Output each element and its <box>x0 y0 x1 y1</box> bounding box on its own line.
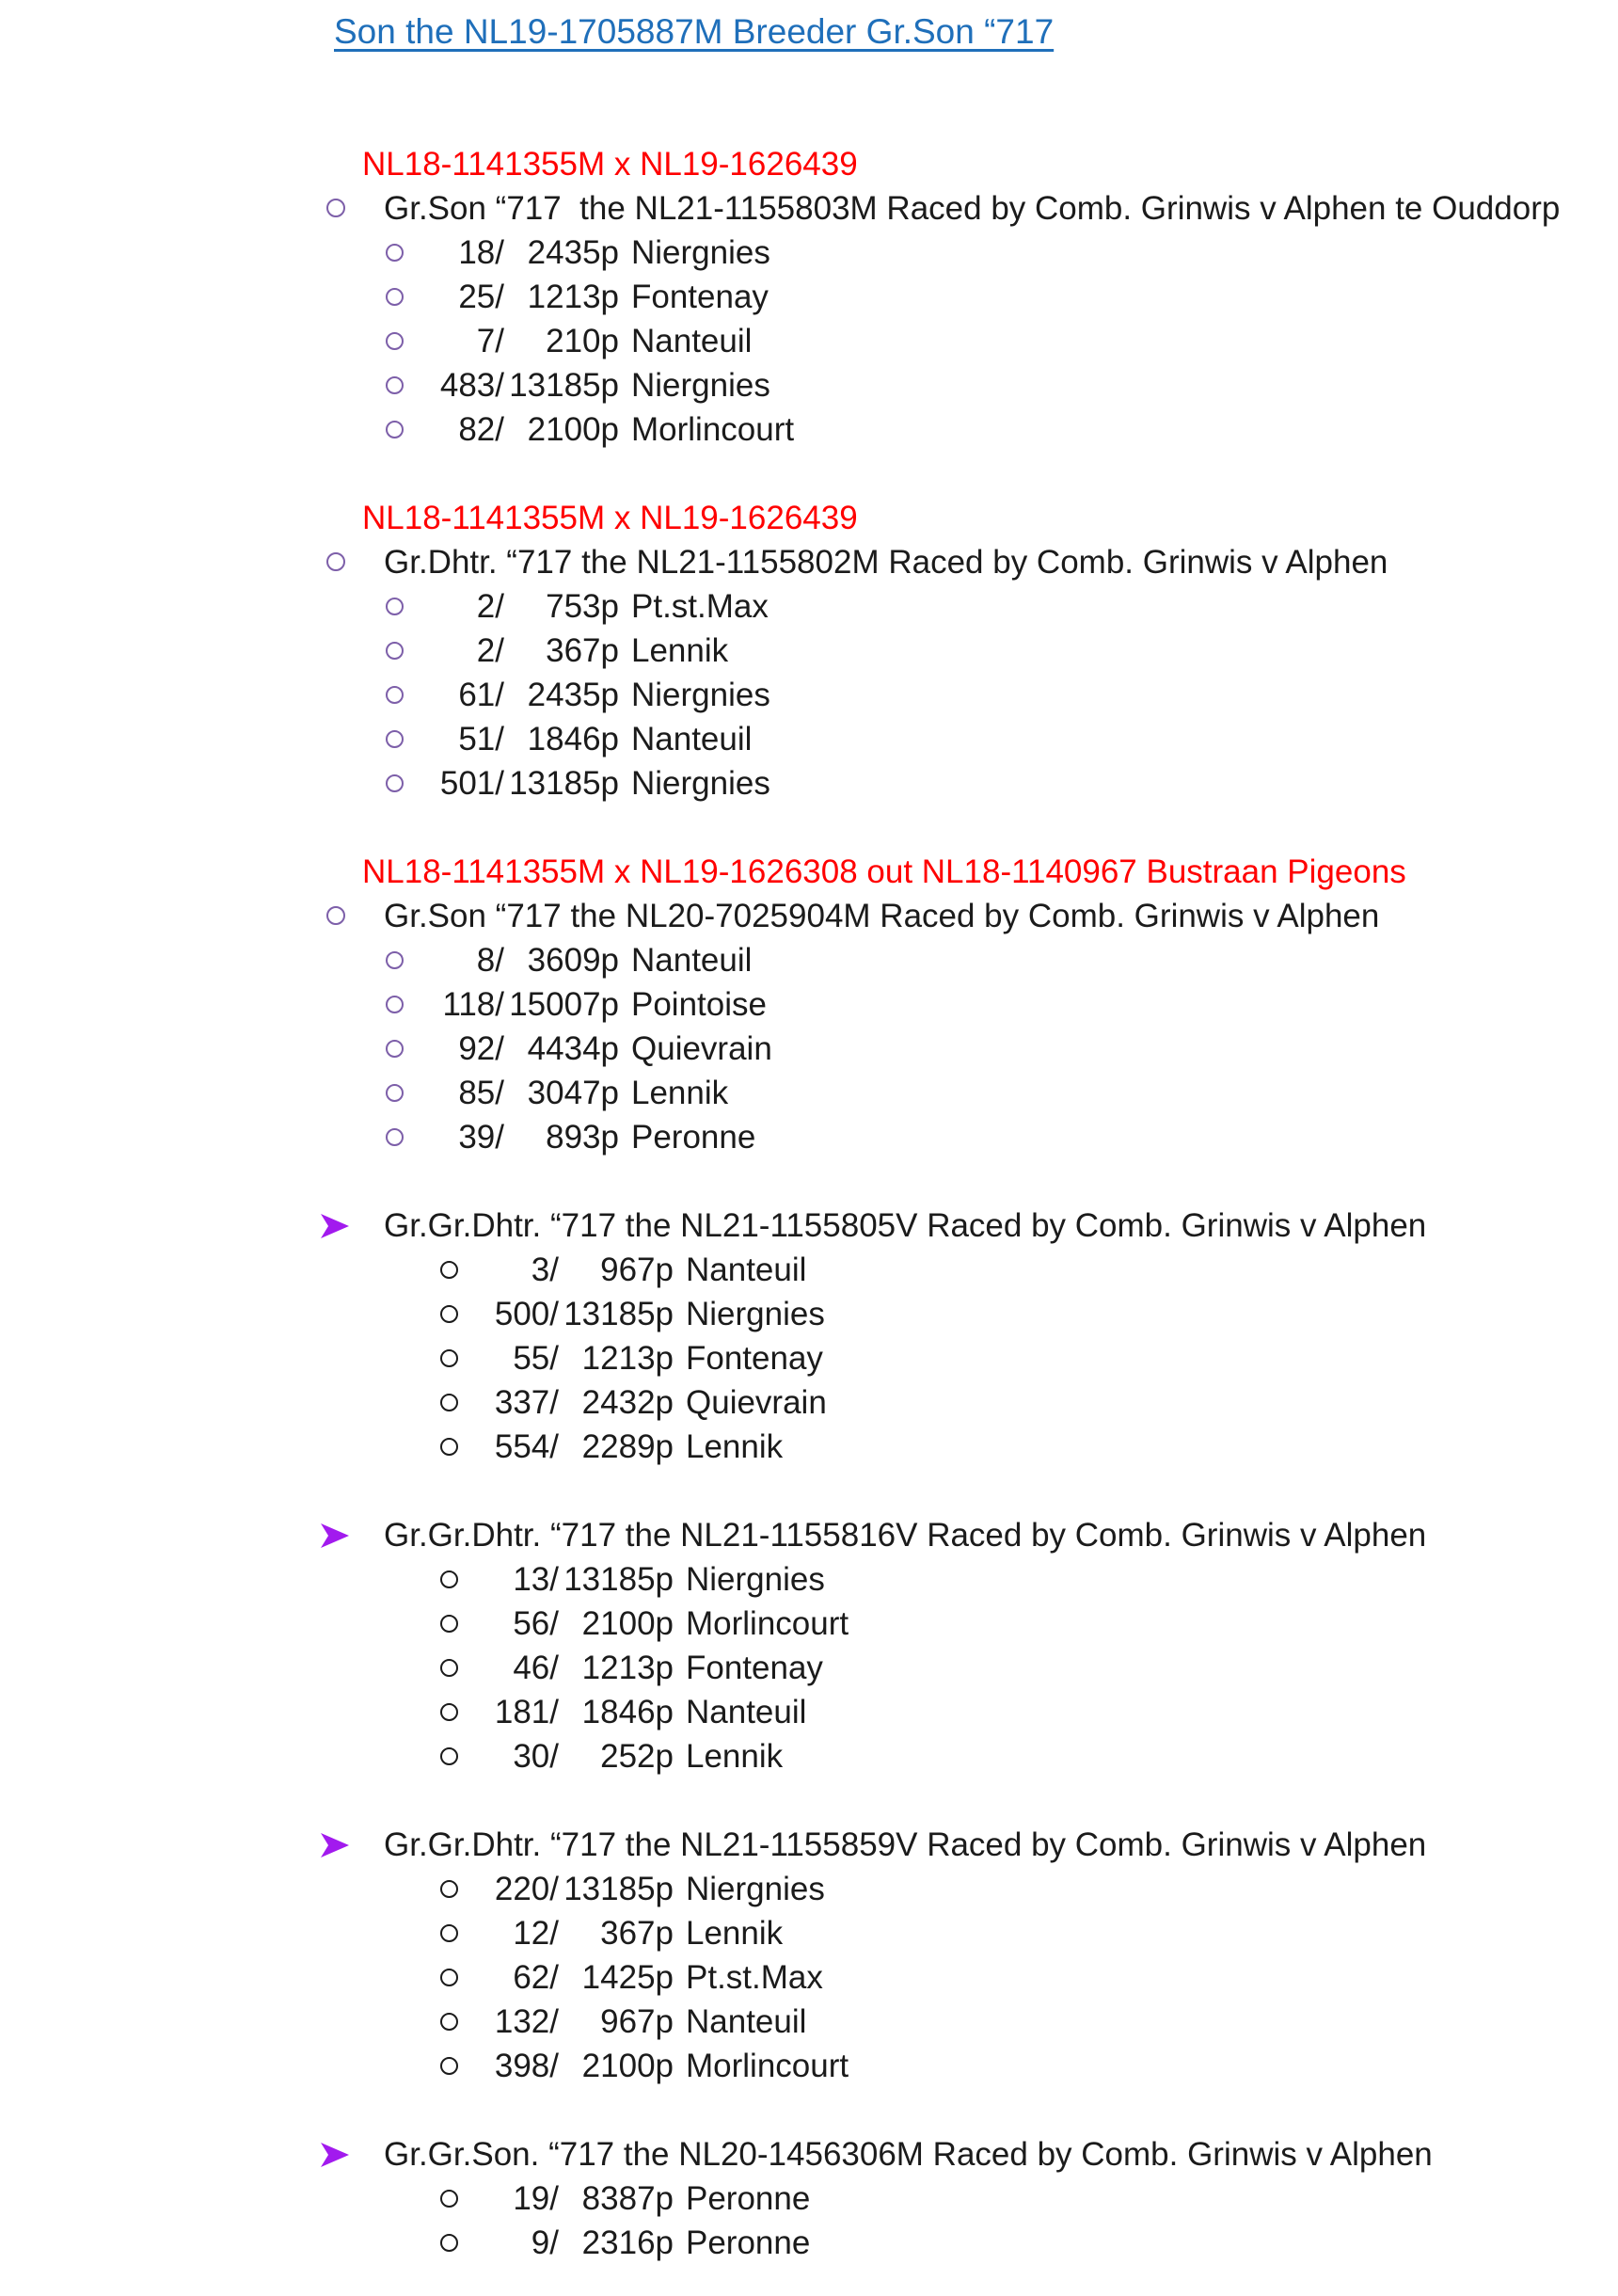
race-pool: 2435p <box>527 677 619 713</box>
circle-bullet-icon <box>386 244 404 262</box>
race-pool: 367p <box>546 632 619 669</box>
race-pool: 1846p <box>581 1694 674 1730</box>
circle-bullet-icon <box>386 288 404 306</box>
race-result-row <box>0 717 1618 761</box>
race-place: Quievrain <box>686 1384 827 1421</box>
pigeon-line <box>0 894 1618 938</box>
race-place: Fontenay <box>686 1340 823 1377</box>
race-rank: 132/ <box>494 2003 559 2040</box>
race-result-row <box>0 1911 1618 1955</box>
race-place: Nanteuil <box>631 323 753 359</box>
race-result-row <box>0 275 1618 319</box>
race-result-row <box>0 363 1618 407</box>
race-place: Pointoise <box>631 986 767 1023</box>
race-rank: 85/ <box>458 1075 504 1111</box>
race-rank: 61/ <box>458 677 504 713</box>
race-place: Fontenay <box>631 279 769 315</box>
pigeon-line <box>0 186 1618 231</box>
race-rank: 181/ <box>494 1694 559 1730</box>
race-pool: 967p <box>600 2003 674 2040</box>
circle-bullet-icon <box>440 1880 458 1898</box>
race-pool: 2435p <box>527 234 619 271</box>
pedigree-section <box>0 1823 1618 2088</box>
circle-bullet-icon <box>440 1924 458 1942</box>
race-result-row <box>0 1425 1618 1469</box>
circle-bullet-icon <box>386 1040 404 1058</box>
race-rank: 500/ <box>494 1296 559 1332</box>
race-pool: 1213p <box>581 1340 674 1377</box>
race-place: Nanteuil <box>631 942 753 979</box>
race-rank: 483/ <box>439 367 504 404</box>
race-place: Nanteuil <box>686 1694 807 1730</box>
race-result-row <box>0 1248 1618 1292</box>
race-results-list <box>0 1867 1618 2088</box>
pigeon-line <box>0 1513 1618 1557</box>
race-place: Niergnies <box>686 1561 825 1598</box>
race-rank: 501/ <box>439 765 504 802</box>
race-result-row <box>0 1336 1618 1380</box>
pigeon-line <box>0 2132 1618 2176</box>
race-result-row <box>0 1602 1618 1646</box>
circle-bullet-icon <box>440 1747 458 1765</box>
race-place: Niergnies <box>631 234 770 271</box>
race-result-row <box>0 584 1618 629</box>
race-result-row <box>0 761 1618 805</box>
race-pool: 1213p <box>527 279 619 315</box>
arrow-bullet-icon <box>320 1832 350 1858</box>
race-place: Peronne <box>686 2180 811 2217</box>
circle-bullet-icon <box>386 774 404 792</box>
race-results-list <box>0 1248 1618 1469</box>
race-result-row <box>0 2044 1618 2088</box>
race-pool: 893p <box>546 1119 619 1156</box>
pedigree-section <box>0 1204 1618 1469</box>
circle-bullet-icon <box>440 2234 458 2252</box>
race-pool: 753p <box>546 588 619 625</box>
circle-bullet-icon <box>440 1659 458 1677</box>
race-pool: 1425p <box>581 1959 674 1996</box>
race-pool: 210p <box>546 323 619 359</box>
race-pool: 967p <box>600 1252 674 1288</box>
race-result-row <box>0 982 1618 1027</box>
circle-bullet-icon <box>386 686 404 704</box>
race-pool: 13185p <box>563 1871 674 1907</box>
race-pool: 2289p <box>581 1428 674 1465</box>
page-title: Son the NL19-1705887M Breeder Gr.Son “717 <box>334 12 1055 51</box>
race-rank: 337/ <box>494 1384 559 1421</box>
race-result-row <box>0 1955 1618 2000</box>
circle-bullet-icon <box>440 2057 458 2075</box>
race-rank: 2/ <box>476 632 504 669</box>
pigeon-line <box>0 1823 1618 1867</box>
race-result-row <box>0 673 1618 717</box>
circle-bullet-icon <box>386 730 404 748</box>
pigeon-line <box>0 1204 1618 1248</box>
race-pool: 1213p <box>581 1650 674 1686</box>
race-place: Lennik <box>686 1428 784 1465</box>
circle-bullet-icon <box>386 421 404 438</box>
pigeon-description: Gr.Dhtr. “717 the NL21-1155802M Raced by Comb. Grinwis v Alphen <box>384 544 1388 581</box>
arrow-bullet-icon <box>320 1213 350 1239</box>
race-pool: 2100p <box>581 1605 674 1642</box>
race-rank: 82/ <box>458 411 504 448</box>
race-result-row <box>0 1380 1618 1425</box>
race-result-row <box>0 1071 1618 1115</box>
race-result-row <box>0 1027 1618 1071</box>
race-pool: 252p <box>600 1738 674 1775</box>
race-place: Lennik <box>631 1075 729 1111</box>
pedigree-section <box>0 2132 1618 2265</box>
race-pool: 2100p <box>581 2048 674 2084</box>
race-place: Peronne <box>631 1119 756 1156</box>
race-place: Lennik <box>686 1915 784 1952</box>
race-place: Niergnies <box>686 1296 825 1332</box>
pigeon-description: Gr.Gr.Dhtr. “717 the NL21-1155859V Raced by Comb. Grinwis v Alphen <box>384 1826 1427 1863</box>
race-place: Quievrain <box>631 1030 772 1067</box>
race-place: Morlincourt <box>686 2048 849 2084</box>
race-rank: 25/ <box>458 279 504 315</box>
race-rank: 2/ <box>476 588 504 625</box>
race-pool: 2432p <box>581 1384 674 1421</box>
race-rank: 8/ <box>476 942 504 979</box>
sections-container <box>0 142 1618 2265</box>
spacer <box>0 54 1618 142</box>
race-rank: 62/ <box>513 1959 559 1996</box>
race-pool: 2316p <box>581 2224 674 2261</box>
pigeon-line <box>0 540 1618 584</box>
race-place: Lennik <box>631 632 729 669</box>
pairing-heading: NL18-1141355M x NL19-1626308 out NL18-1140967 Bustraan Pigeons <box>362 853 1406 890</box>
pigeon-description: Gr.Gr.Dhtr. “717 the NL21-1155805V Raced by Comb. Grinwis v Alphen <box>384 1207 1427 1244</box>
pigeon-description: Gr.Gr.Son. “717 the NL20-1456306M Raced by Comb. Grinwis v Alphen <box>384 2136 1433 2173</box>
race-rank: 398/ <box>494 2048 559 2084</box>
pedigree-section <box>0 1513 1618 1778</box>
race-place: Niergnies <box>686 1871 825 1907</box>
circle-bullet-icon <box>440 1349 458 1367</box>
race-result-row <box>0 231 1618 275</box>
race-result-row <box>0 1867 1618 1911</box>
race-results-list <box>0 2176 1618 2265</box>
race-place: Niergnies <box>631 367 770 404</box>
race-rank: 51/ <box>458 721 504 757</box>
race-rank: 118/ <box>442 986 504 1023</box>
race-pool: 3047p <box>527 1075 619 1111</box>
race-result-row <box>0 1292 1618 1336</box>
race-result-row <box>0 1646 1618 1690</box>
race-pool: 1846p <box>527 721 619 757</box>
circle-bullet-icon <box>440 1703 458 1721</box>
race-rank: 18/ <box>458 234 504 271</box>
race-place: Pt.st.Max <box>686 1959 823 1996</box>
pairing-heading: NL18-1141355M x NL19-1626439 <box>362 146 858 183</box>
circle-bullet-icon <box>440 1571 458 1588</box>
pigeon-description: Gr.Gr.Dhtr. “717 the NL21-1155816V Raced by Comb. Grinwis v Alphen <box>384 1517 1427 1554</box>
race-pool: 3609p <box>527 942 619 979</box>
race-place: Morlincourt <box>631 411 795 448</box>
pigeon-description: Gr.Son “717 the NL21-1155803M Raced by Comb. Grinwis v Alphen te Ouddorp <box>384 190 1561 227</box>
race-rank: 39/ <box>458 1119 504 1156</box>
race-results-list <box>0 231 1618 452</box>
race-pool: 13185p <box>563 1561 674 1598</box>
race-rank: 9/ <box>531 2224 559 2261</box>
race-rank: 554/ <box>494 1428 559 1465</box>
pedigree-section <box>0 850 1618 1159</box>
race-rank: 220/ <box>494 1871 559 1907</box>
pedigree-section <box>0 142 1618 452</box>
circle-bullet-icon <box>440 2190 458 2208</box>
race-result-row <box>0 2221 1618 2265</box>
arrow-bullet-icon <box>320 1523 350 1549</box>
race-results-list <box>0 938 1618 1159</box>
circle-bullet-icon <box>440 2013 458 2031</box>
circle-bullet-icon <box>386 1084 404 1102</box>
circle-bullet-icon <box>440 1969 458 1986</box>
race-place: Niergnies <box>631 677 770 713</box>
race-place: Morlincourt <box>686 1605 849 1642</box>
race-pool: 13185p <box>509 367 619 404</box>
race-rank: 30/ <box>513 1738 559 1775</box>
circle-bullet-icon <box>386 598 404 615</box>
circle-bullet-icon <box>440 1305 458 1323</box>
race-result-row <box>0 1557 1618 1602</box>
race-result-row <box>0 1115 1618 1159</box>
race-rank: 56/ <box>513 1605 559 1642</box>
race-result-row <box>0 1690 1618 1734</box>
circle-bullet-icon <box>326 552 345 571</box>
race-pool: 2100p <box>527 411 619 448</box>
race-place: Fontenay <box>686 1650 823 1686</box>
race-pool: 4434p <box>527 1030 619 1067</box>
race-rank: 12/ <box>513 1915 559 1952</box>
race-result-row <box>0 629 1618 673</box>
race-result-row <box>0 407 1618 452</box>
circle-bullet-icon <box>386 332 404 350</box>
circle-bullet-icon <box>386 376 404 394</box>
race-result-row <box>0 2000 1618 2044</box>
race-result-row <box>0 2176 1618 2221</box>
race-place: Lennik <box>686 1738 784 1775</box>
race-place: Nanteuil <box>686 1252 807 1288</box>
pairing-heading: NL18-1141355M x NL19-1626439 <box>362 500 858 536</box>
circle-bullet-icon <box>386 1128 404 1146</box>
race-rank: 3/ <box>531 1252 559 1288</box>
arrow-bullet-icon <box>320 2142 350 2168</box>
race-result-row <box>0 319 1618 363</box>
race-rank: 13/ <box>513 1561 559 1598</box>
race-place: Niergnies <box>631 765 770 802</box>
circle-bullet-icon <box>386 642 404 660</box>
race-place: Nanteuil <box>631 721 753 757</box>
circle-bullet-icon <box>440 1438 458 1456</box>
race-pool: 13185p <box>563 1296 674 1332</box>
race-rank: 55/ <box>513 1340 559 1377</box>
race-result-row <box>0 938 1618 982</box>
race-place: Pt.st.Max <box>631 588 769 625</box>
pedigree-section <box>0 496 1618 805</box>
circle-bullet-icon <box>440 1394 458 1411</box>
race-results-list <box>0 1557 1618 1778</box>
race-pool: 15007p <box>509 986 619 1023</box>
circle-bullet-icon <box>326 199 345 217</box>
circle-bullet-icon <box>386 951 404 969</box>
title-line <box>0 9 1618 54</box>
race-place: Peronne <box>686 2224 811 2261</box>
circle-bullet-icon <box>440 1615 458 1633</box>
circle-bullet-icon <box>440 1261 458 1279</box>
pigeon-description: Gr.Son “717 the NL20-7025904M Raced by Comb. Grinwis v Alphen <box>384 898 1380 934</box>
circle-bullet-icon <box>326 906 345 925</box>
race-pool: 367p <box>600 1915 674 1952</box>
race-pool: 8387p <box>581 2180 674 2217</box>
race-rank: 46/ <box>513 1650 559 1686</box>
race-pool: 13185p <box>509 765 619 802</box>
circle-bullet-icon <box>386 996 404 1013</box>
race-result-row <box>0 1734 1618 1778</box>
race-rank: 92/ <box>458 1030 504 1067</box>
race-rank: 19/ <box>513 2180 559 2217</box>
race-place: Nanteuil <box>686 2003 807 2040</box>
race-rank: 7/ <box>476 323 504 359</box>
race-results-list <box>0 584 1618 805</box>
